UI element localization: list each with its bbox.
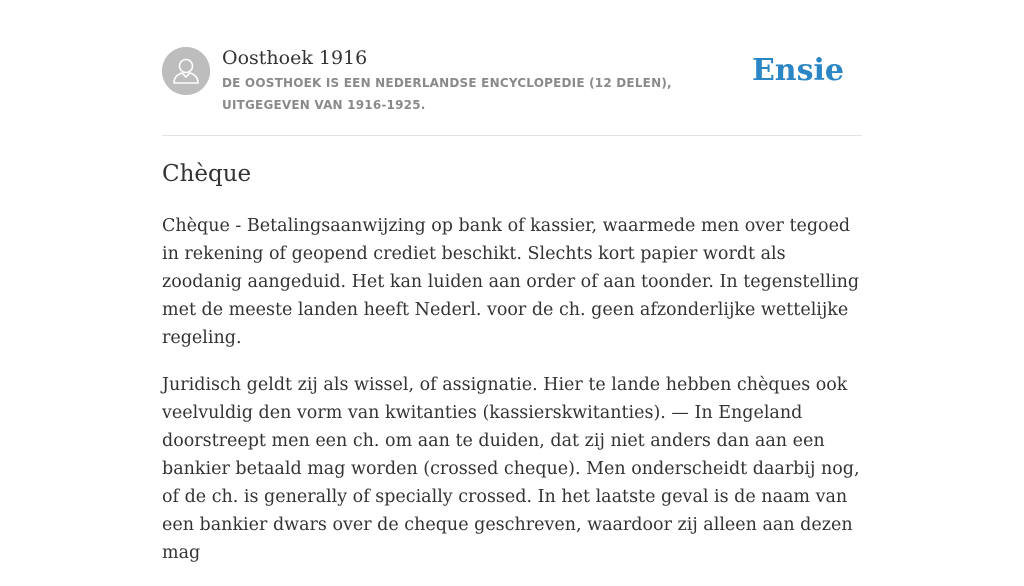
article-paragraph: Chèque - Betalingsaanwijzing op bank of kassier, waarmede men over tegoed in rekening of geopend crediet beschikt. Slechts kort papier wordt als zoodanig aangeduid. Het kan luiden aan order of aan toonder. In tegenstelling met de meeste landen heeft Nederl. voor de ch. geen afzonderlijke wettelijke regeling.: [162, 216, 860, 348]
article-paragraph: Juridisch geldt zij als wissel, of assignatie. Hier te lande hebben chèques ook veelvuldig den vorm van kwitanties (kassierskwitanties). — In Engeland doorstreept men een ch. om aan te duiden, dat zij niet anders dan aan een bankier betaald mag worden (crossed cheque). Men onderscheidt daarbij nog, of de ch. is generally of specially crossed. In het laatste geval is de naam van een bankier dwars over de cheque geschreven, waardoor zij alleen aan dezen mag: [162, 375, 860, 563]
source-description: DE OOSTHOEK IS EEN NEDERLANDSE ENCYCLOPEDIE (12 DELEN), UITGEGEVEN VAN 1916-1925.: [222, 76, 672, 112]
header-divider: [162, 135, 862, 136]
ensie-logo[interactable]: Ensie: [751, 53, 844, 88]
article-body: [162, 212, 862, 586]
user-avatar-icon[interactable]: [162, 47, 210, 95]
article-title: Chèque: [162, 161, 252, 187]
source-name[interactable]: Oosthoek 1916: [222, 47, 368, 69]
source-header: [162, 46, 862, 116]
